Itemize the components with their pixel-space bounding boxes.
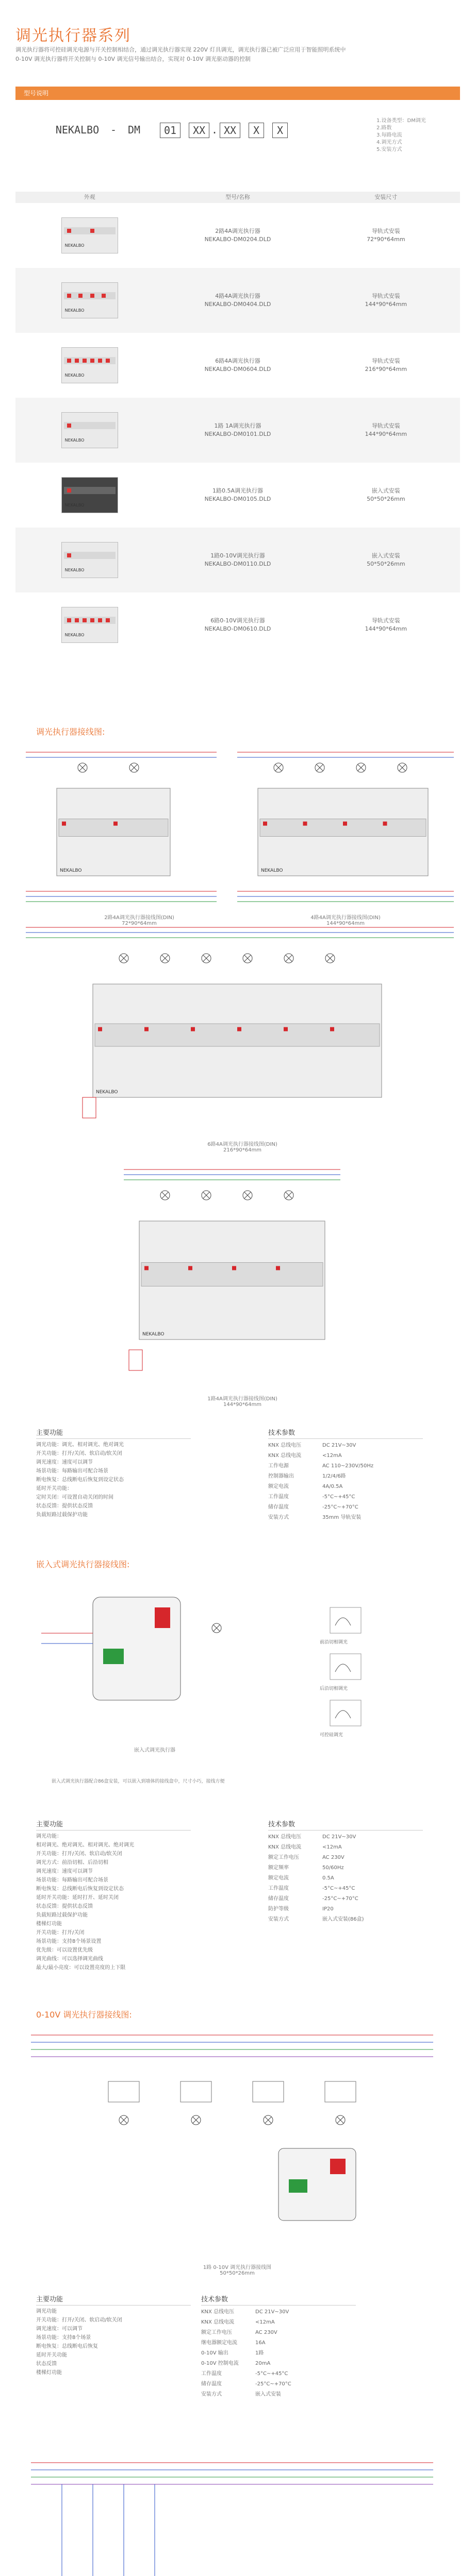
- features-list: [36, 1440, 124, 1519]
- feature-item: 调光功能: [36, 2309, 57, 2314]
- product-size: 导轨式安装 144*90*64mm: [365, 293, 407, 308]
- feature-item: 场景功能：每路输出可配合场景: [36, 1877, 108, 1883]
- legend-item: 2.路数: [376, 125, 392, 131]
- product-row: [15, 398, 460, 463]
- module-button: [191, 1027, 195, 1031]
- module-button: [62, 822, 66, 826]
- product-image-cell: [15, 477, 163, 513]
- param-value: 1路: [255, 2350, 264, 2356]
- product-row: [15, 592, 460, 657]
- code-dash: -: [110, 124, 117, 136]
- dimmer-type-label: 后沿切相调光: [320, 1686, 348, 1691]
- param-row: [268, 1832, 364, 1842]
- product-size: 导轨式安装 144*90*64mm: [365, 617, 407, 632]
- param-row: [268, 1440, 373, 1451]
- power-supply: [129, 1350, 142, 1370]
- param-row: [268, 1513, 373, 1523]
- driver-box: [108, 2081, 139, 2102]
- param-row: [201, 2359, 291, 2369]
- product-model: NEKALBO-DM0604.DLD: [204, 366, 271, 372]
- header-cell: 型号/名称: [225, 194, 250, 200]
- param-row: [201, 2389, 291, 2400]
- param-row: [268, 1904, 364, 1914]
- param-value: 嵌入式安装(86盒): [322, 1917, 364, 1922]
- features-list: [36, 1832, 134, 1972]
- caption-6ch: 6路4A调光执行器接线图(DIN) 216*90*64mm: [207, 1142, 277, 1153]
- param-key: 防护等级: [268, 1906, 289, 1912]
- module-strip: [260, 819, 426, 837]
- param-value: -5°C~+45°C: [322, 1886, 355, 1891]
- feature-item: 调光速度：速度可以调节: [36, 1460, 93, 1465]
- param-value: IP20: [322, 1906, 334, 1912]
- features-heading: 主要功能: [36, 1427, 191, 1439]
- feature-item: 调光速度：速度可以调节: [36, 1869, 93, 1874]
- param-key: 额定频率: [268, 1865, 289, 1871]
- module-button: [330, 1027, 334, 1031]
- code-dot: .: [211, 124, 218, 136]
- product-name: 2路4A调光执行器: [215, 228, 260, 234]
- product-name: 6路4A调光执行器: [215, 358, 260, 364]
- device-image: [61, 282, 118, 318]
- param-row: [201, 2348, 291, 2359]
- code-type: DM: [127, 124, 141, 136]
- param-key: 继电器额定电流: [201, 2340, 237, 2346]
- driver-box: [325, 2081, 356, 2102]
- device-brand: NEKALBO: [64, 243, 85, 248]
- param-row: [201, 2338, 291, 2348]
- product-table: [15, 192, 460, 657]
- param-row: [268, 1894, 364, 1904]
- dimmer-type-label: 前沿切相调光: [320, 1640, 348, 1645]
- embedded-wiring-diagram: [31, 1577, 444, 1798]
- product-size: 导轨式安装 72*90*64mm: [367, 228, 405, 243]
- code-mode: XX: [220, 123, 240, 138]
- feature-item: 调光功能：调光、相对调光、绝对调光: [36, 1442, 124, 1448]
- section-title-embedded: 嵌入式调光执行器接线图:: [36, 1560, 130, 1569]
- features-heading: 主要功能: [36, 2294, 191, 2306]
- product-name-cell: [163, 422, 311, 438]
- product-name: 1路0.5A调光执行器: [212, 487, 263, 494]
- device-image: [61, 607, 118, 643]
- param-value: AC 230V: [255, 2330, 277, 2335]
- feature-item: 楼梯灯功能: [36, 2370, 62, 2376]
- feature-item: 优先级：可以设置优先级: [36, 1947, 93, 1953]
- param-row: [268, 1482, 373, 1492]
- param-row: [268, 1502, 373, 1513]
- feature-item: 调光方式：前沿切相、后沿切相: [36, 1860, 108, 1866]
- product-name-cell: [163, 227, 311, 244]
- product-name: 1路0-10V调光执行器: [210, 552, 265, 559]
- device-brand: NEKALBO: [64, 503, 85, 507]
- header-cell: 外观: [84, 194, 95, 200]
- param-value: DC 21V~30V: [322, 1834, 356, 1840]
- terminal: [289, 2179, 307, 2193]
- feature-item: 延时开关功能：: [36, 1486, 72, 1492]
- param-row: [268, 1451, 373, 1461]
- param-value: -25°C~+70°C: [255, 2381, 291, 2387]
- param-value: 16A: [255, 2340, 266, 2346]
- param-row: [268, 1863, 364, 1873]
- feature-item: 开关功能：打开/关闭、软启动/软关闭: [36, 1851, 122, 1857]
- param-key: KNX 总线电流: [268, 1844, 302, 1850]
- device-brand: NEKALBO: [64, 308, 85, 313]
- intro-line: 调光执行器将可控硅调光电源与开关控制相结合，通过调光执行器实现 220V 灯具调光，调光执行器已被广泛应用于智能照明系统中: [15, 46, 346, 53]
- params-heading: 技术参数: [268, 1819, 423, 1831]
- feature-item: 断电恢复：总线断电后恢复到设定状态: [36, 1886, 124, 1892]
- param-key: 0-10V 输出: [201, 2350, 228, 2356]
- param-row: [201, 2369, 291, 2379]
- param-row: [268, 1853, 364, 1863]
- device-image: [61, 217, 118, 253]
- terminal: [155, 1607, 170, 1628]
- module-button: [237, 1027, 241, 1031]
- param-value: 50/60Hz: [322, 1865, 344, 1871]
- product-model: NEKALBO-DM0110.DLD: [204, 561, 271, 567]
- feature-item: 负载短路过载保护功能: [36, 1512, 88, 1518]
- feature-item: 负载短路过载保护功能: [36, 1912, 88, 1918]
- module-button: [276, 1266, 280, 1270]
- module-button: [232, 1266, 236, 1270]
- param-key: 控制器输出: [268, 1473, 294, 1479]
- params-list: [268, 1440, 373, 1523]
- intro: [15, 45, 459, 64]
- feature-item: 场景功能：支持8个场景设置: [36, 1939, 102, 1944]
- feature-item: 楼梯灯功能: [36, 1921, 62, 1927]
- param-row: [268, 1492, 373, 1502]
- product-name: 4路4A调光执行器: [215, 293, 260, 299]
- dimmer-type-icon: [330, 1607, 361, 1633]
- product-row: [15, 333, 460, 398]
- module-button: [263, 822, 267, 826]
- module-button: [343, 822, 347, 826]
- param-key: KNX 总线电流: [268, 1453, 302, 1459]
- product-row: [15, 268, 460, 333]
- param-value: 20mA: [255, 2361, 271, 2366]
- module-brand: NEKALBO: [261, 868, 283, 873]
- page-title: 调光执行器系列: [15, 27, 131, 45]
- caption-2ch: 2路4A调光执行器接线图(DIN) 72*90*64mm: [104, 915, 174, 926]
- feature-item: 场景功能：支持8个场景: [36, 2335, 91, 2341]
- module-button: [383, 822, 387, 826]
- param-row: [201, 2317, 291, 2328]
- product-size: 导轨式安装 144*90*64mm: [365, 422, 407, 437]
- feature-item: 调光速度：可以调节: [36, 2326, 83, 2332]
- param-key: 工作温度: [201, 2371, 222, 2377]
- device-brand: NEKALBO: [64, 633, 85, 637]
- device-brand: NEKALBO: [64, 438, 85, 443]
- caption-1ch: 1路4A调光执行器接线图(DIN) 144*90*64mm: [207, 1396, 277, 1408]
- param-key: 储存温度: [201, 2381, 222, 2387]
- module-strip: [59, 819, 168, 837]
- param-value: DC 21V~30V: [255, 2309, 289, 2315]
- params-list: [201, 2307, 291, 2400]
- module-brand: NEKALBO: [96, 1090, 118, 1095]
- param-key: 储存温度: [268, 1504, 289, 1510]
- feature-item: 定时关闭：可设置自动关闭的时间: [36, 1495, 113, 1500]
- product-size: 嵌入式安装 50*50*26mm: [367, 487, 405, 502]
- product-image-cell: [15, 217, 163, 253]
- param-value: AC 230V: [322, 1855, 344, 1860]
- product-size: 导轨式安装 216*90*64mm: [365, 358, 407, 372]
- features-list: [36, 2307, 122, 2377]
- legend-item: 5.安装方式: [376, 147, 402, 152]
- param-row: [268, 1471, 373, 1482]
- order-code-row: [15, 108, 460, 152]
- param-value: 1/2/4/6路: [322, 1473, 346, 1479]
- order-code-legend: [376, 117, 426, 154]
- params-heading: 技术参数: [201, 2294, 356, 2306]
- product-row: [15, 528, 460, 592]
- param-key: 工作温度: [268, 1494, 289, 1500]
- product-model: NEKALBO-DM0404.DLD: [204, 301, 271, 308]
- product-name-cell: [163, 487, 311, 503]
- feature-item: 调光曲线：可以选择调光曲线: [36, 1956, 103, 1962]
- dimmer-type-icon: [330, 1654, 361, 1680]
- module-button: [144, 1266, 149, 1270]
- product-image-cell: [15, 412, 163, 448]
- module-button: [113, 822, 118, 826]
- caption-0-10v: 1路 0-10V 调光执行器接线图 50*50*26mm: [203, 2265, 272, 2276]
- param-value: 4A/0.5A: [322, 1484, 343, 1489]
- param-key: KNX 总线电压: [268, 1834, 302, 1840]
- product-row: [15, 203, 460, 268]
- param-key: 额定工作电压: [201, 2330, 232, 2335]
- product-name-cell: [163, 357, 311, 374]
- section-title-dimmer: 调光执行器接线图:: [36, 727, 105, 737]
- module-brand: NEKALBO: [60, 868, 82, 873]
- code-install: X: [249, 123, 264, 138]
- dimmer-type-label: 可控硅调光: [320, 1733, 343, 1738]
- product-model: NEKALBO-DM0101.DLD: [204, 431, 271, 437]
- module-button: [98, 1027, 102, 1031]
- param-row: [201, 2379, 291, 2389]
- feature-item: 调光功能：: [36, 1834, 62, 1839]
- product-model: NEKALBO-DM0610.DLD: [204, 625, 271, 632]
- product-image-cell: [15, 282, 163, 318]
- product-name-cell: [163, 552, 311, 568]
- product-name-cell: [163, 617, 311, 633]
- param-value: -25°C~+70°C: [322, 1896, 358, 1902]
- feature-item: 开关功能：打开/关闭、软启动/软关闭: [36, 2317, 122, 2323]
- order-code-bar: 型号说明: [15, 87, 460, 100]
- param-row: [201, 2328, 291, 2338]
- 0-10v-wiring-diagram: [31, 2025, 444, 2251]
- param-key: 安装方式: [268, 1515, 289, 1520]
- feature-item: 状态反馈：提供状态反馈: [36, 1904, 93, 1909]
- product-model: NEKALBO-DM0204.DLD: [204, 236, 271, 243]
- dimmer-type-icon: [330, 1700, 361, 1726]
- param-value: -5°C~+45°C: [322, 1494, 355, 1500]
- product-name: 6路0-10V调光执行器: [210, 617, 265, 624]
- param-value: <12mA: [322, 1844, 342, 1850]
- product-row: [15, 463, 460, 528]
- header-cell: 安装尺寸: [374, 194, 398, 200]
- param-row: [201, 2307, 291, 2317]
- caption-4ch: 4路4A调光执行器接线图(DIN) 144*90*64mm: [310, 915, 381, 926]
- param-value: DC 21V~30V: [322, 1443, 356, 1448]
- param-value: 35mm 导轨安装: [322, 1515, 362, 1520]
- product-size: 嵌入式安装 50*50*26mm: [367, 552, 405, 567]
- feature-item: 断电恢复：总线断电后恢复: [36, 2344, 98, 2349]
- param-key: 安装方式: [268, 1917, 289, 1922]
- 6ch-0-10v-wiring-diagram: [31, 2452, 444, 2576]
- section-title-0-10v: 0-10V 调光执行器接线图:: [36, 2010, 132, 2020]
- driver-box: [180, 2081, 211, 2102]
- param-row: [268, 1873, 364, 1884]
- code-current: XX: [189, 123, 209, 138]
- terminal: [330, 2159, 346, 2174]
- module-button: [284, 1027, 288, 1031]
- param-value: -5°C~+45°C: [255, 2371, 288, 2377]
- param-row: [268, 1842, 364, 1853]
- product-image-cell: [15, 542, 163, 578]
- param-value: AC 110~230V/50Hz: [322, 1463, 374, 1469]
- param-key: 额定电流: [268, 1484, 289, 1489]
- device-image: [61, 542, 118, 578]
- param-key: 工作电源: [268, 1463, 289, 1469]
- param-key: KNX 总线电流: [201, 2319, 235, 2325]
- product-name: 1路 1A调光执行器: [214, 422, 261, 429]
- param-key: KNX 总线电压: [201, 2309, 235, 2315]
- feature-item: 断电恢复：总线断电后恢复到设定状态: [36, 1477, 124, 1483]
- param-value: -25°C~+70°C: [322, 1504, 358, 1510]
- product-name-cell: [163, 292, 311, 309]
- param-key: 0-10V 控制电流: [201, 2361, 239, 2366]
- feature-item: 状态反馈：提供状态反馈: [36, 1503, 93, 1509]
- feature-item: 延时开关功能：延时打开、延时关闭: [36, 1895, 119, 1901]
- driver-box: [253, 2081, 284, 2102]
- param-key: 额定电流: [268, 1875, 289, 1881]
- param-key: 储存温度: [268, 1896, 289, 1902]
- legend-item: 4.调光方式: [376, 140, 402, 145]
- code-channels: 01: [160, 123, 180, 138]
- param-key: 额定工作电压: [268, 1855, 299, 1860]
- dimmer-wiring-diagram: [21, 742, 459, 1412]
- param-key: 工作温度: [268, 1886, 289, 1891]
- param-value: <12mA: [322, 1453, 342, 1459]
- legend-item: 1.设备类型：DM调光: [376, 118, 426, 124]
- module-brand: NEKALBO: [142, 1332, 165, 1337]
- param-row: [268, 1914, 364, 1925]
- param-row: [268, 1461, 373, 1471]
- embedded-note: 嵌入式调光执行器配合86盒安装，可以嵌入到墙体的接线盒中，尺寸小巧，接线方便: [52, 1779, 225, 1784]
- legend-item: 3.每路电流: [376, 132, 402, 138]
- intro-line: 0-10V 调光执行器将开关控制与 0-10V 调光信号输出结合，实现对 0-10V 调光驱动器的控制: [15, 56, 251, 62]
- feature-item: 开关功能：打开/关闭、软启动/软关闭: [36, 1451, 122, 1456]
- power-supply: [83, 1097, 96, 1118]
- module-strip: [141, 1263, 323, 1286]
- device-image: [61, 412, 118, 448]
- device-image: [61, 477, 118, 513]
- feature-item: 场景功能：每路输出可配合场景: [36, 1468, 108, 1474]
- device-image: [61, 347, 118, 383]
- feature-item: 开关功能：打开/关闭: [36, 1930, 85, 1936]
- params-list: [268, 1832, 364, 1925]
- feature-item: 最大/最小亮度：可以设置亮度的上下限: [36, 1965, 126, 1971]
- product-image-cell: [15, 607, 163, 643]
- feature-item: 相对调光、绝对调光、相对调光、绝对调光: [36, 1842, 134, 1848]
- param-row: [268, 1884, 364, 1894]
- code-extra: X: [272, 123, 288, 138]
- product-table-header: [15, 192, 460, 203]
- param-value: <12mA: [255, 2319, 275, 2325]
- module-button: [303, 822, 307, 826]
- code-brand: NEKALBO: [55, 124, 100, 136]
- module-button: [188, 1266, 192, 1270]
- param-key: 安装方式: [201, 2392, 222, 2397]
- features-heading: 主要功能: [36, 1819, 191, 1831]
- device-brand: NEKALBO: [64, 568, 85, 572]
- feature-item: 状态反馈: [36, 2361, 57, 2367]
- module-button: [144, 1027, 149, 1031]
- caption-embedded: 嵌入式调光执行器: [134, 1748, 175, 1753]
- terminal: [103, 1649, 124, 1664]
- param-value: 0.5A: [322, 1875, 334, 1881]
- param-key: KNX 总线电压: [268, 1443, 302, 1448]
- feature-item: 延时开关功能: [36, 2352, 67, 2358]
- product-image-cell: [15, 347, 163, 383]
- device-brand: NEKALBO: [64, 373, 85, 378]
- params-heading: 技术参数: [268, 1427, 423, 1439]
- product-model: NEKALBO-DM0105.DLD: [204, 496, 271, 502]
- param-value: 嵌入式安装: [255, 2392, 281, 2397]
